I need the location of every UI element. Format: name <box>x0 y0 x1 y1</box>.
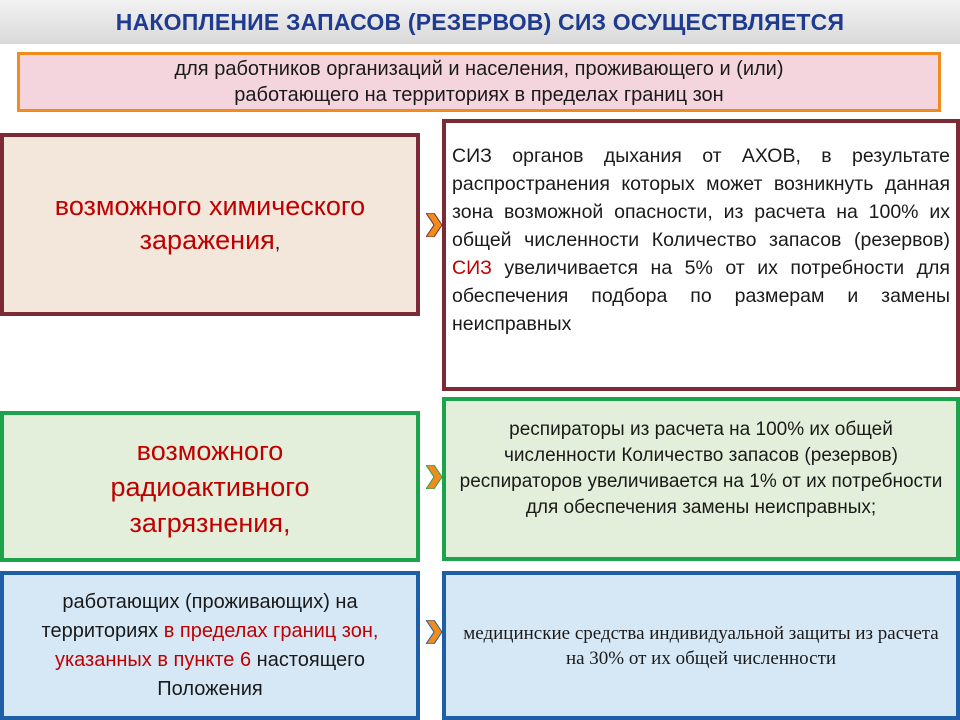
radioactive-zone-box <box>0 411 420 562</box>
chemical-zone-text: возможного химического заражения <box>54 191 366 255</box>
radioactive-zone-label <box>110 433 309 541</box>
radioactive-zone-line-3: загрязнения <box>129 507 283 538</box>
chemical-zone-comma: , <box>274 232 281 254</box>
workers-zone-label <box>42 588 379 704</box>
workers-zone-line-3-red: указанных в пункте 6 <box>54 648 252 671</box>
chemical-zone-box <box>0 133 420 316</box>
workers-zone-line-3: настоящего <box>251 648 366 671</box>
chemical-requirement-text-2: увеличивается на 5% от их потребности для обеспечения подбора по размерам и замены неисправных <box>452 257 950 335</box>
radioactive-requirement-text: респираторы из расчета на 100% их общей численности Количество запасов (резервов) респираторов увеличивается на 1% от их потребности для обеспечения замены неисправных; <box>459 419 943 518</box>
workers-zone-line-1: работающих (проживающих) на <box>62 590 358 613</box>
subtitle-line-2: работающего на территориях в пределах границ зон <box>234 84 724 106</box>
arrow-right-icon <box>426 620 442 644</box>
chemical-zone-label <box>18 189 402 260</box>
chemical-requirement-text-1: СИЗ органов дыхания от АХОВ, в результате распространения которых может возникнуть данная зона возможной опасности, из расчета на 100% их общей численности Количество запасов (резервов) <box>452 145 950 251</box>
chemical-requirement-box <box>442 119 960 391</box>
workers-zone-line-4: Положения <box>157 677 263 700</box>
workers-zone-line-2-red: в пределах границ зон, <box>163 619 379 642</box>
radioactive-requirement-box <box>442 397 960 561</box>
page-title: НАКОПЛЕНИЕ ЗАПАСОВ (РЕЗЕРВОВ) СИЗ ОСУЩЕСТВЛЯЕТСЯ <box>115 8 845 35</box>
medical-requirement-text: медицинские средства индивидуальной защиты из расчета на 30% от их общей численности <box>463 622 939 669</box>
radioactive-zone-line-2: радиоактивного <box>110 471 310 502</box>
chemical-requirement-highlight: СИЗ <box>452 257 492 279</box>
workers-zone-line-2: территориях <box>41 619 164 642</box>
subtitle-box <box>17 52 941 112</box>
subtitle-line-1: для работников организаций и населения, проживающего и (или) <box>174 58 784 80</box>
arrow-right-icon <box>426 465 442 489</box>
workers-zone-box <box>0 571 420 720</box>
arrow-right-icon <box>426 213 442 237</box>
title-bar <box>0 0 960 44</box>
medical-requirement-box <box>442 571 960 720</box>
radioactive-zone-line-1: возможного <box>136 435 284 466</box>
radioactive-zone-comma: , <box>282 507 291 538</box>
